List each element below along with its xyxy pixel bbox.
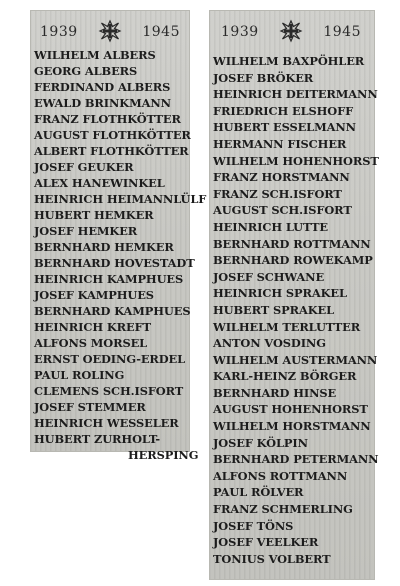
left-year-end: 1945 (142, 24, 180, 40)
name-entry: HEINRICH WESSELER (34, 416, 179, 430)
iron-cross-icon (280, 20, 302, 42)
name-entry: JOSEF KÖLPIN (213, 435, 308, 450)
right-memorial-plaque (209, 10, 379, 580)
right-year-end: 1945 (323, 24, 361, 40)
name-entry: AUGUST SCH.ISFORT (213, 203, 352, 218)
name-entry: FRIEDRICH ELSHOFF (213, 103, 354, 118)
name-entry: WILHELM HORSTMANN (213, 419, 371, 434)
name-entry: AUGUST HOHENHORST (213, 402, 368, 417)
right-name-list (213, 53, 379, 567)
name-entry: HEINRICH KAMPHUES (34, 272, 184, 286)
name-entry: WILHELM HOHENHORST (213, 153, 379, 168)
left-memorial-plaque (30, 10, 207, 462)
name-entry: TONIUS VOLBERT (213, 551, 331, 566)
name-entry: ALFONS MORSEL (34, 336, 148, 350)
left-plaque-header (30, 22, 190, 42)
name-entry: JOSEF KAMPHUES (34, 288, 154, 302)
name-entry: FERDINAND ALBERS (34, 80, 171, 94)
name-entry: HERMANN FISCHER (213, 136, 347, 151)
name-entry: HUBERT ZURHOLT- (34, 432, 161, 446)
left-name-list (34, 47, 207, 463)
right-year-start: 1939 (221, 24, 259, 40)
name-entry: FRANZ SCHMERLING (213, 502, 353, 517)
name-entry: PAUL ROLING (34, 368, 125, 382)
name-entry: BERNHARD PETERMANN (213, 452, 379, 467)
name-entry: WILHELM BAXPÖHLER (213, 54, 365, 68)
name-entry: HUBERT ESSELMANN (213, 120, 356, 135)
name-entry: PAUL RÖLVER (213, 485, 304, 500)
name-entry: HEINRICH DEITERMANN (213, 87, 378, 102)
name-entry: HUBERT SPRAKEL (213, 302, 334, 317)
name-entry: GEORG ALBERS (34, 64, 138, 78)
name-entry: HERSPING (128, 448, 199, 462)
name-entry: JOSEF HEMKER (34, 224, 138, 238)
name-entry: ERNST OEDING-ERDEL (34, 352, 186, 366)
name-entry: HEINRICH HEIMANNLÜLF (34, 192, 207, 206)
name-entry: JOSEF VEELKER (213, 535, 319, 550)
name-entry: FRANZ SCH.ISFORT (213, 186, 342, 201)
name-entry: BERNHARD HEMKER (34, 240, 174, 254)
right-plaque-header (209, 22, 375, 42)
left-year-start: 1939 (40, 24, 78, 40)
name-entry: CLEMENS SCH.ISFORT (34, 384, 184, 398)
name-entry: FRANZ FLOTHKÖTTER (34, 112, 181, 126)
name-entry: HEINRICH KREFT (34, 320, 151, 334)
name-entry: FRANZ HORSTMANN (213, 170, 350, 185)
name-entry: HUBERT HEMKER (34, 208, 154, 222)
iron-cross-icon (99, 20, 121, 42)
name-entry: ALEX HANEWINKEL (34, 176, 165, 190)
name-entry: ALFONS ROTTMANN (213, 468, 348, 483)
name-entry: JOSEF BRÖKER (213, 70, 314, 85)
name-entry: EWALD BRINKMANN (34, 96, 171, 110)
name-entry: BERNHARD KAMPHUES (34, 304, 191, 318)
name-entry: BERNHARD HINSE (213, 385, 337, 400)
name-entry: JOSEF SCHWANE (213, 269, 325, 284)
name-entry: HEINRICH SPRAKEL (213, 286, 347, 301)
name-entry: BERNHARD ROWEKAMP (213, 253, 373, 268)
name-entry: JOSEF TÖNS (213, 518, 294, 533)
name-entry: ANTON VOSDING (213, 336, 326, 351)
name-entry: JOSEF GEUKER (34, 160, 134, 174)
name-entry: WILHELM ALBERS (34, 48, 156, 62)
name-entry: BERNHARD ROTTMANN (213, 236, 371, 251)
name-entry: WILHELM AUSTERMANN (213, 352, 378, 367)
name-entry: JOSEF STEMMER (34, 400, 146, 414)
name-entry: HEINRICH LUTTE (213, 219, 328, 234)
name-entry: WILHELM TERLUTTER (213, 319, 361, 334)
name-entry: AUGUST FLOTHKÖTTER (34, 128, 191, 142)
name-entry: BERNHARD HOVESTADT (34, 256, 195, 270)
name-entry: KARL-HEINZ BÖRGER (213, 369, 357, 384)
name-entry: ALBERT FLOTHKÖTTER (34, 144, 189, 158)
